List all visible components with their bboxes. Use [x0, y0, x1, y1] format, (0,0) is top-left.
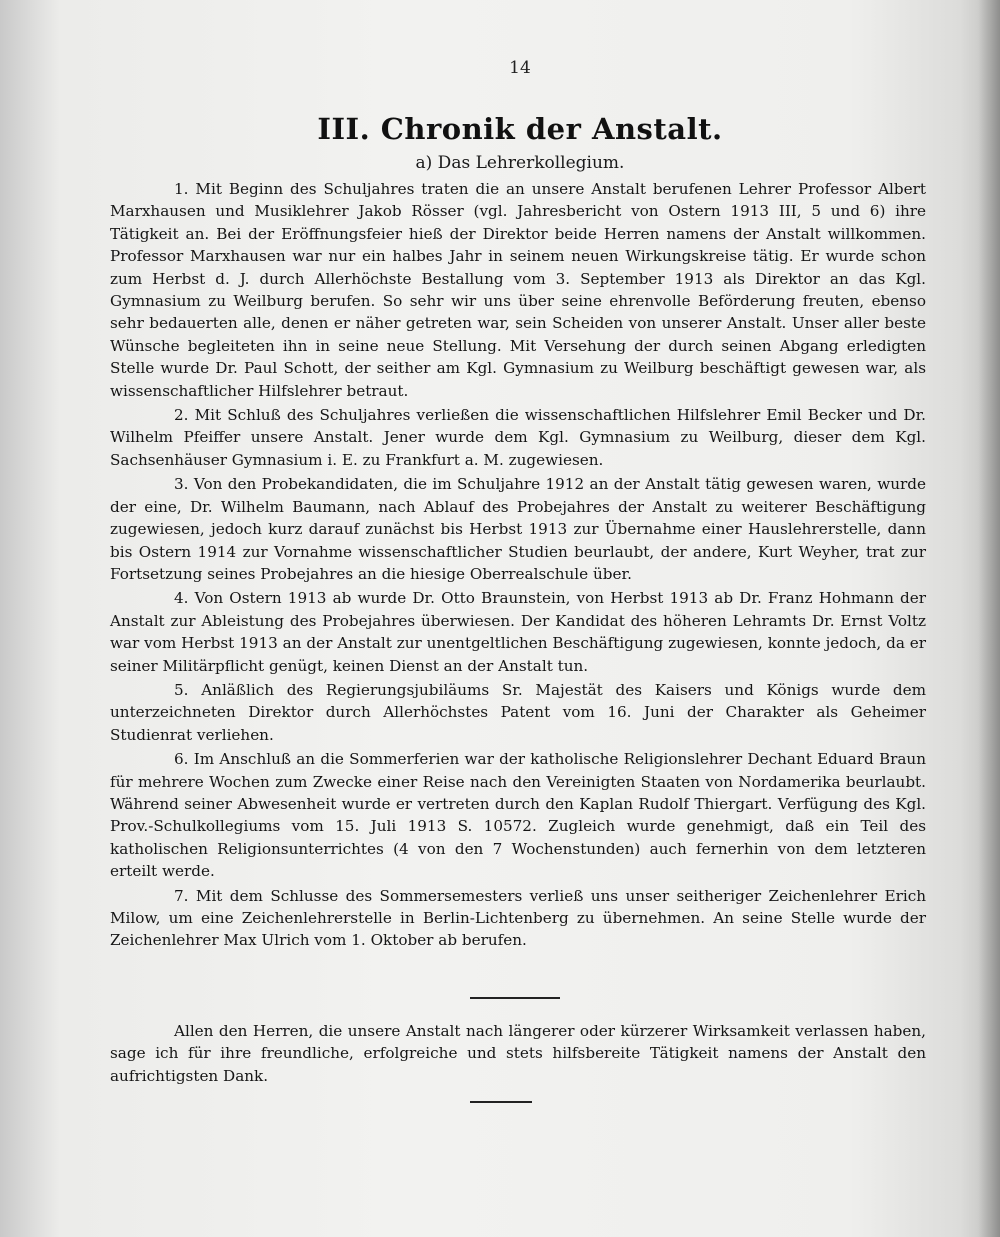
paragraph-3: 3. Von den Probekandidaten, die im Schuljahre 1912 an der Anstalt tätig gewesen waren, wurde der eine, Dr. Wilhelm Baumann, nach Ablauf des Probejahres der Anstalt zu weiterer Beschäftigung zugewiesen, jedoch kurz darauf zunächst bis Herbst 1913 zur Übernahme einer Hauslehrerstelle, dann bis Ostern 1914 zur Vornahme wissenschaftlicher Studien beurlaubt, der andere, Kurt Weyher, trat zur Fortsetzung seines Probejahres an die hiesige Oberrealschule über. — [110, 475, 926, 583]
chronicle-body — [110, 178, 926, 954]
paragraph-2: 2. Mit Schluß des Schuljahres verließen die wissenschaftlichen Hilfslehrer Emil Becker und Dr. Wilhelm Pfeiffer unsere Anstalt. Jener wurde dem Kgl. Gymnasium zu Weilburg, dieser dem Kgl. Sachsenhäuser Gymnasium i. E. zu Frankfurt a. M. zugewiesen. — [110, 406, 926, 469]
closing-paragraph: Allen den Herren, die unsere Anstalt nach längerer oder kürzerer Wirksamkeit verlassen haben, sage ich für ihre freundliche, erfolgreiche und stets hilfsbereite Tätigkeit namens der Anstalt den aufrichtigsten Dank. — [110, 1022, 926, 1085]
paragraph-7: 7. Mit dem Schlusse des Sommersemesters verließ uns unser seitheriger Zeichenlehrer Erich Milow, um eine Zeichenlehrerstelle in Berlin-Lichtenberg zu übernehmen. An seine Stelle wurde der Zeichenlehrer Max Ulrich vom 1. Oktober ab berufen. — [110, 886, 926, 950]
section-subtitle: a) Das Lehrerkollegium. — [415, 153, 625, 173]
paragraph-5: 5. Anläßlich des Regierungsjubiläums Sr. Majestät des Kaisers und Königs wurde dem unterzeichneten Direktor durch Allerhöchstes Patent vom 16. Juni der Charakter als Geheimer Studienrat verliehen. — [110, 680, 926, 744]
closing-block — [110, 1020, 926, 1087]
paragraph-4: 4. Von Ostern 1913 ab wurde Dr. Otto Braunstein, von Herbst 1913 ab Dr. Franz Hohmann der Anstalt zur Ableistung des Probejahres überwiesen. Der Kandidat des höheren Lehramts Dr. Ernst Voltz war vom Herbst 1913 an der Anstalt zur unentgeltlichen Beschäftigung zugewiesen, konnte jedoch, da er seiner Militärpflicht genügt, keinen Dienst an der Anstalt tun. — [110, 589, 926, 675]
page-title: III. Chronik der Anstalt. — [317, 112, 723, 146]
page-number: 14 — [509, 58, 531, 78]
end-divider — [470, 1101, 532, 1103]
paragraph-6: 6. Im Anschluß an die Sommerferien war der katholische Religionslehrer Dechant Eduard Braun für mehrere Wochen zum Zwecke einer Reise nach den Vereinigten Staaten von Nordamerika beurlaubt. Während seiner Abwesenheit wurde er vertreten durch den Kaplan Rudolf Thiergart. Verfügung des Kgl. Prov.-Schulkollegiums vom 15. Juli 1913 S. 10572. Zugleich wurde genehmigt, daß ein Teil des katholischen Religionsunterrichtes (4 von den 7 Wochenstunden) auch fernerhin von dem letzteren erteilt werde. — [110, 750, 926, 881]
paragraph-1: 1. Mit Beginn des Schuljahres traten die an unsere Anstalt berufenen Lehrer Professor Albert Marxhausen und Musiklehrer Jakob Rösser (vgl. Jahresbericht von Ostern 1913 III, 5 und 6) ihre Tätigkeit an. Bei der Eröffnungsfeier hieß der Direktor beide Herren namens der Anstalt willkommen. Professor Marxhausen war nur ein halbes Jahr in seinem neuen Wirkungskreise tätig. Er wurde schon zum Herbst d. J. durch Allerhöchste Bestallung vom 3. September 1913 als Direktor an das Kgl. Gymnasium zu Weilburg berufen. So sehr wir uns über seine ehrenvolle Beförderung freuten, ebenso sehr bedauerten alle, denen er näher getreten war, sein Scheiden von unserer Anstalt. Unser aller beste Wünsche begleiteten ihn in seine neue Stellung. Mit Versehung der durch seinen Abgang erledigten Stelle wurde Dr. Paul Schott, der seither am Kgl. Gymnasium zu Weilburg beschäftigt gewesen war, als wissenschaftlicher Hilfslehrer betraut. — [110, 180, 926, 400]
section-divider — [470, 997, 560, 999]
